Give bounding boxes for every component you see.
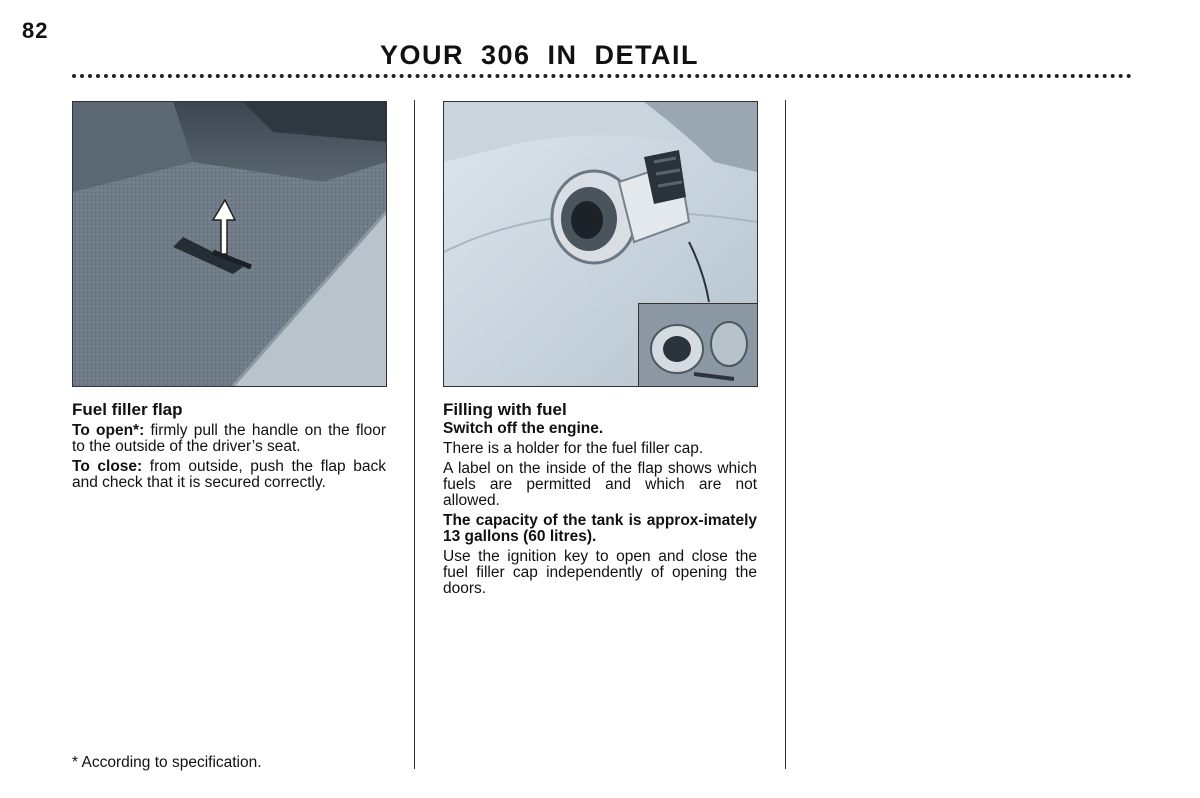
fuel-label-note: A label on the inside of the flap shows which fuels are permitted and which are not allowed. <box>443 460 757 509</box>
section-heading: Fuel filler flap <box>72 400 183 419</box>
header-dotted-rule <box>72 74 1132 78</box>
switch-off-warning: Switch off the engine. <box>443 420 604 437</box>
column-divider-right <box>785 100 786 769</box>
footnote: * According to specification. <box>72 754 262 771</box>
open-label: To open*: <box>72 422 145 439</box>
open-text: firmly pull the handle on the floor to the outside of the driver’s seat. <box>72 422 386 455</box>
page-title: YOUR 306 IN DETAIL <box>380 40 700 70</box>
filling-with-fuel-section <box>443 400 757 601</box>
close-text: from outside, push the flap back and check that it is secured correctly. <box>72 458 386 491</box>
close-label: To close: <box>72 458 143 475</box>
tank-capacity-note: The capacity of the tank is approx-imately 13 gallons (60 litres). <box>443 512 757 545</box>
column-divider-left <box>414 100 415 769</box>
fuel-flap-handle-photo <box>72 101 387 387</box>
close-instructions <box>72 459 386 491</box>
open-instructions <box>72 423 386 455</box>
cap-holder-note: There is a holder for the fuel filler cap. <box>443 440 704 457</box>
fuel-filler-photo <box>443 101 758 387</box>
fuel-filler-flap-section <box>72 400 386 495</box>
section-heading: Filling with fuel <box>443 400 567 419</box>
ignition-key-note: Use the ignition key to open and close the fuel filler cap independently of opening the doors. <box>443 548 757 597</box>
page-number: 82 <box>22 18 49 43</box>
fuel-cap-inset-photo <box>638 303 758 387</box>
